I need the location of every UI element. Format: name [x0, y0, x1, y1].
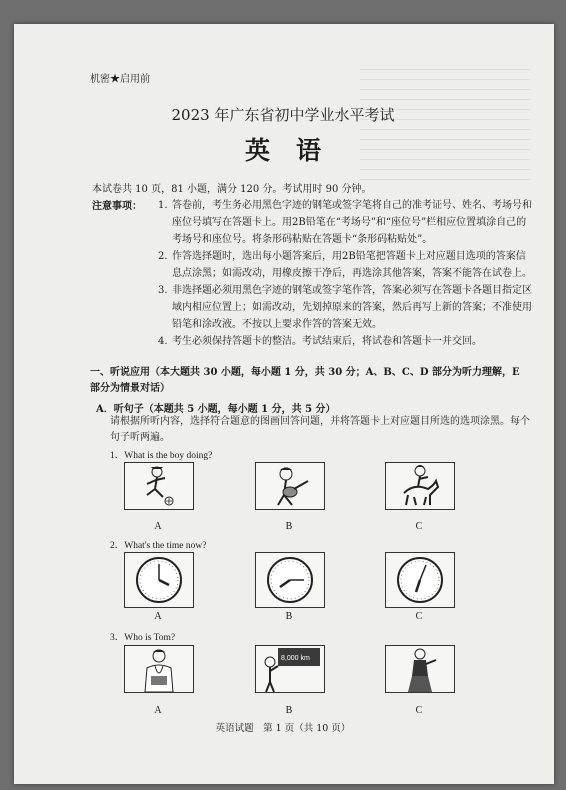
- confidential-label: 机密★启用前: [90, 74, 150, 85]
- page-footer: 英语试题 第 1 页（共 10 页）: [215, 723, 351, 734]
- notice-text: 考生必须保持答题卡的整洁。考试结束后，将试卷和答题卡一并交回。: [172, 336, 482, 347]
- option-b-label: B: [285, 705, 293, 716]
- part-a-heading: A．听句子（本题共 5 小题，每小题 1 分，共 5 分）: [96, 404, 336, 415]
- notice-item: [158, 248, 532, 282]
- exam-intro: 本试卷共 10 页，81 小题，满分 120 分。考试用时 90 分钟。: [92, 184, 372, 195]
- notice-text: 作答选择题时，选出每小题答案后，用2B铅笔把答题卡上对应题目选项的答案信息点涂黑；如需改动，用橡皮擦干净后，再选涂其他答案，答案不能答在试卷上。: [172, 251, 532, 279]
- option-a-picture: [124, 462, 194, 510]
- teacher-icon: [256, 646, 324, 692]
- option-c-label: C: [415, 705, 423, 716]
- notice-number: 3.: [158, 285, 168, 296]
- option-b-label: B: [285, 611, 293, 622]
- option-c-label: C: [415, 611, 423, 622]
- option-a-label: A: [154, 705, 162, 716]
- option-a-label: A: [154, 611, 162, 622]
- subject-title: 英语: [244, 136, 347, 165]
- option-b-label: B: [285, 521, 293, 532]
- soccer-player-icon: [125, 463, 193, 509]
- board-text: 8,000 km: [281, 655, 310, 662]
- question-3: 3．Who is Tom?: [110, 633, 176, 643]
- notice-number: 4.: [158, 336, 168, 347]
- option-b-picture: [255, 462, 325, 510]
- option-c-picture: [385, 552, 455, 608]
- part-a-instruction: 请根据所听内容，选择符合题意的图画回答问题，并将答题卡上对应题目所选的选项涂黑。每个句子听两遍。: [110, 416, 530, 443]
- notice-text: 非选择题必须用黑色字迹的钢笔或签字笔作答，答案必须写在答题卡各题目指定区域内相应位置上；如需改动，先划掉原来的答案，然后再写上新的答案；不准使用铅笔和涂改液。不按以上要求作答的答案无效。: [172, 285, 532, 330]
- doctor-icon: [125, 646, 193, 692]
- clock-icon: [125, 553, 193, 607]
- notice-label: 注意事项：: [92, 201, 142, 212]
- clock-icon: [256, 553, 324, 607]
- notice-number: 1.: [158, 200, 168, 211]
- notice-number: 2.: [158, 251, 168, 262]
- exam-title: 2023 年广东省初中学业水平考试: [171, 106, 395, 124]
- option-c-label: C: [415, 521, 423, 532]
- question-1: 1．What is the boy doing?: [110, 451, 213, 461]
- clock-icon: [386, 553, 454, 607]
- option-b-picture: [255, 645, 325, 693]
- option-a-label: A: [154, 521, 162, 532]
- notice-item: [158, 197, 532, 248]
- section-heading: 一、听说应用（本大题共 30 小题，每小题 1 分，共 30 分；A、B、C、D 部分为听力理解，E 部分为情景对话）: [90, 367, 520, 394]
- notice-list: [158, 197, 532, 350]
- notice-item: [158, 333, 532, 350]
- horse-rider-icon: [386, 463, 454, 509]
- waiter-icon: [386, 646, 454, 692]
- option-c-picture: [385, 645, 455, 693]
- option-a-picture: [124, 552, 194, 608]
- notice-item: [158, 282, 532, 333]
- option-a-picture: [124, 645, 194, 693]
- question-2: 2．What's the time now?: [110, 541, 207, 551]
- option-c-picture: [385, 462, 455, 510]
- guitar-player-icon: [256, 463, 324, 509]
- notice-text: 答卷前，考生务必用黑色字迹的钢笔或签字笔将自己的准考证号、姓名、考场号和座位号填写在答题卡上。用2B铅笔在“考场号”和“座位号”栏相应位置填涂自己的考场号和座位号。将条形码粘贴在答题卡“条形码粘贴处”。: [172, 200, 532, 245]
- option-b-picture: [255, 552, 325, 608]
